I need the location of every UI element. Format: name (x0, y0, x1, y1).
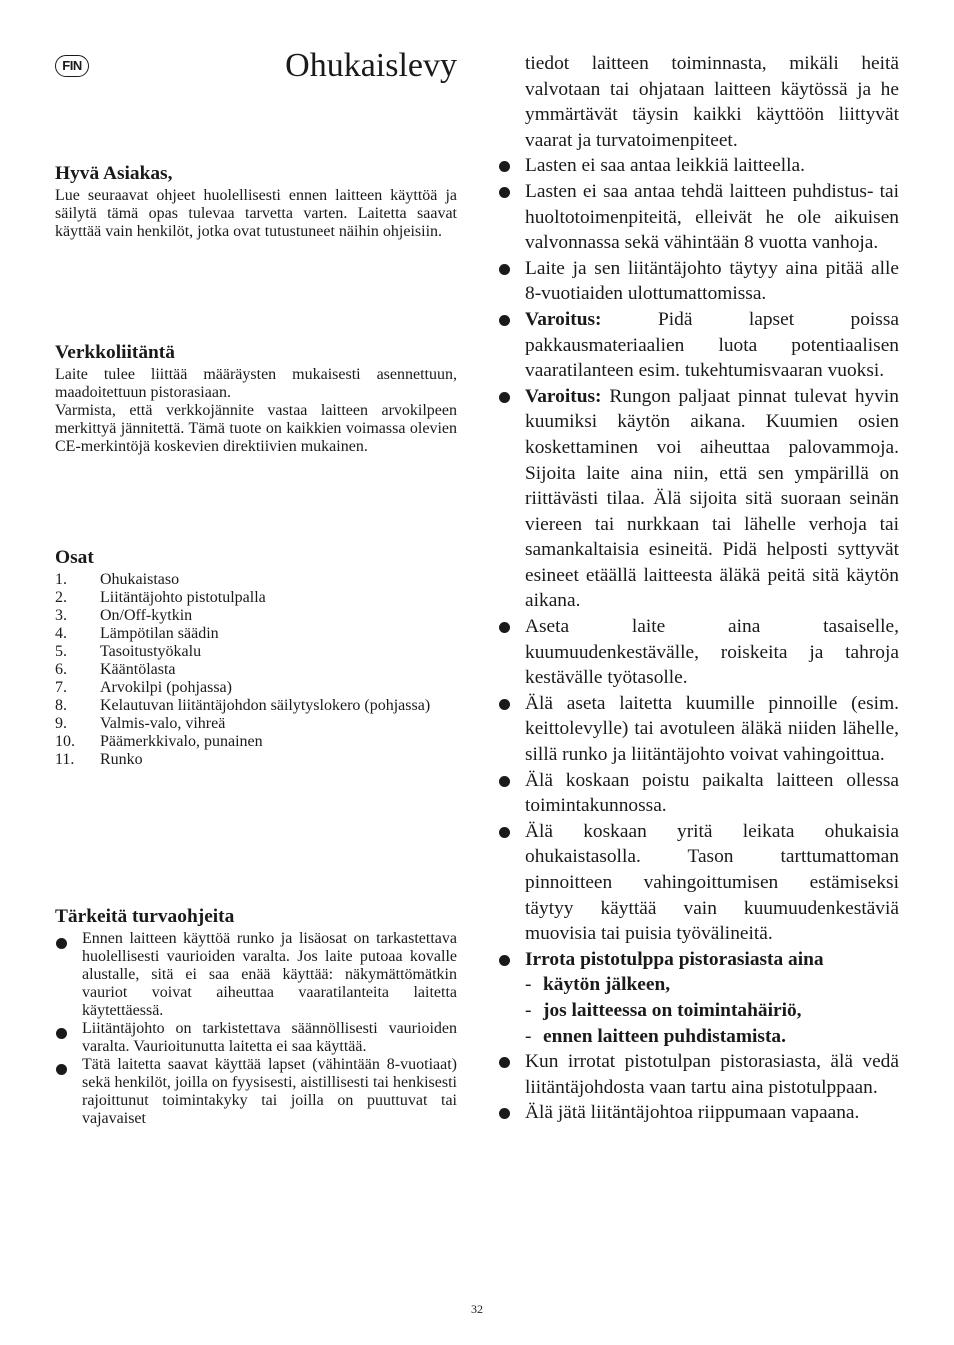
parts-item (55, 625, 457, 643)
parts-item-label: Ohukaistaso (100, 570, 180, 588)
parts-item-label: Arvokilpi (pohjassa) (100, 678, 232, 696)
bullet-icon (499, 187, 510, 198)
safety-item-text: Laite ja sen liitäntäjohto täytyy aina pitää alle 8-vuotiaiden ulottumattomissa. (525, 257, 899, 305)
parts-item (55, 733, 457, 751)
parts-item-number: 11. (55, 750, 75, 768)
parts-item-number: 2. (55, 588, 67, 606)
safety-item (498, 819, 899, 947)
bullet-icon (56, 1064, 67, 1075)
safety-item (498, 153, 899, 179)
bullet-icon (499, 622, 510, 633)
parts-item-number: 1. (55, 570, 67, 588)
parts-item-number: 4. (55, 624, 67, 642)
bullet-icon (56, 938, 67, 949)
safety-item-warning (498, 384, 899, 614)
safety-item (55, 1020, 457, 1056)
safety-item-text: Lasten ei saa antaa tehdä laitteen puhdistus- tai huoltotoimenpiteitä, elleivät he ole aikuisen valvonnassa sekä vähintään 8 vuotta vanhoja. (525, 180, 899, 254)
bullet-icon (499, 827, 510, 838)
parts-item-number: 9. (55, 714, 67, 732)
unplug-subitem-text: käytön jälkeen, (543, 974, 671, 996)
parts-item (55, 751, 457, 769)
parts-heading: Osat (55, 547, 94, 568)
safety-item-continuation: tiedot laitteen toiminnasta, mikäli heitä valvotaan tai ohjataan laitteen käytössä ja he ymmärtävät täysin kaikki käyttöön liittyvät vaarat ja turvatoimenpiteet. (525, 53, 899, 151)
parts-item-number: 5. (55, 642, 67, 660)
unplug-subitem (525, 998, 899, 1024)
greeting-section (55, 161, 457, 241)
safety-item (498, 614, 899, 691)
safety-item-text: Liitäntäjohto on tarkistettava säännöllisesti vaurioiden varalta. Vaurioitunutta laitetta ei saa käyttää. (82, 1019, 457, 1055)
bullet-icon (499, 776, 510, 787)
bullet-icon (499, 392, 510, 403)
safety-item-text: Älä aseta laitetta kuumille pinnoille (esim. keittolevylle) tai avotuleen äläkä niiden lähelle, sillä runko ja liitäntäjohto voivat vahingoittua. (525, 692, 899, 766)
unplug-subitem (525, 1024, 899, 1050)
network-paragraph-2: Varmista, että verkkojännite vastaa laitteen arvokilpeen merkittyä jännitettä. Tämä tuote on kaikkien voimassa olevien CE-merkintöjä koskevien direktiivien mukainen. (55, 401, 457, 455)
parts-item (55, 715, 457, 733)
bullet-icon (499, 699, 510, 710)
warning-label: Varoitus: (525, 385, 602, 407)
safety-item-text: Aseta laite aina tasaiselle, kuumuudenkestävälle, roiskeita ja tahroja kestävälle työtasolle. (525, 616, 899, 689)
safety-item-text: Älä koskaan yritä leikata ohukaisia ohukaistasolla. Tason tarttumattoman pinnoitteen vahingoittumisen estämiseksi täytyy käyttää vain kuumuudenkestäviä muovisia tai puisia työvälineitä. (525, 820, 899, 945)
network-heading: Verkkoliitäntä (55, 342, 175, 363)
parts-item-label: Runko (100, 750, 143, 768)
bullet-icon (499, 1108, 510, 1119)
page-title: Ohukaislevy (285, 47, 457, 84)
parts-item-label: Tasoitustyökalu (100, 642, 202, 660)
safety-item (55, 1056, 457, 1128)
parts-item (55, 697, 457, 715)
safety-item (498, 768, 899, 819)
unplug-subitem-text: jos laitteessa on toimintahäiriö, (543, 999, 802, 1021)
bullet-icon (499, 955, 510, 966)
safety-item-text: Kun irrotat pistotulpan pistorasiasta, älä vedä liitäntäjohdosta vaan tartu aina pistotulppaan. (525, 1051, 899, 1098)
parts-item-label: Kelautuvan liitäntäjohdon säilytyslokero (pohjassa) (100, 696, 431, 714)
parts-item-number: 10. (55, 732, 75, 750)
network-section (55, 340, 457, 456)
parts-section (55, 545, 457, 769)
greeting-heading: Hyvä Asiakas, (55, 163, 173, 184)
dash-icon: - (525, 999, 532, 1021)
parts-item-number: 8. (55, 696, 67, 714)
parts-item-number: 3. (55, 606, 67, 624)
parts-item-number: 7. (55, 678, 67, 696)
parts-item-label: Liitäntäjohto pistotulpalla (100, 588, 266, 606)
bullet-icon (499, 315, 510, 326)
safety-item-text: Lasten ei saa antaa leikkiä laitteella. (525, 155, 805, 177)
parts-item-label: Lämpötilan säädin (100, 624, 219, 642)
dash-icon: - (525, 1025, 532, 1047)
safety-item-text: Älä koskaan poistu paikalta laitteen ollessa toimintakunnossa. (525, 769, 899, 817)
safety-item (498, 691, 899, 768)
language-badge: FIN (55, 55, 89, 77)
safety-item-text: Älä jätä liitäntäjohtoa riippumaan vapaana. (525, 1102, 860, 1124)
bullet-icon (499, 1057, 510, 1068)
parts-item (55, 679, 457, 697)
unplug-heading: Irrota pistotulppa pistorasiasta aina (525, 948, 824, 970)
network-paragraph-1: Laite tulee liittää määräysten mukaisesti asennettuun, maadoitettuun pistorasiaan. (55, 365, 457, 401)
safety-item (498, 256, 899, 307)
dash-icon: - (525, 974, 532, 996)
safety-item-warning (498, 307, 899, 384)
warning-label: Varoitus: (525, 308, 602, 330)
parts-item-label: Valmis-valo, vihreä (100, 714, 226, 732)
unplug-subitem-text: ennen laitteen puhdistamista. (543, 1025, 786, 1047)
safety-item-text: Ennen laitteen käyttöä runko ja lisäosat on tarkastettava huolellisesti vaurioiden varalta. Jos laite putoaa kovalle alustalle, sitä ei saa enää käyttää: näkymättömätkin vauriot voivat aiheuttaa vaaratilanteita laitetta käytettäessä. (82, 929, 457, 1019)
unplug-sublist (525, 972, 899, 1049)
unplug-subitem (525, 972, 899, 998)
parts-item (55, 571, 457, 589)
safety-list-left (55, 930, 457, 1128)
safety-item-text: Tätä laitetta saavat käyttää lapset (vähintään 8-vuotiaat) sekä henkilöt, joilla on fyysisesti, aistillisesti tai henkisesti rajoittunut toimintakyky tai joilla on puuttuvat tai vajavaiset (82, 1055, 457, 1127)
safety-item (55, 930, 457, 1020)
page-number: 32 (471, 1302, 483, 1316)
safety-heading: Tärkeitä turvaohjeita (55, 906, 235, 927)
safety-items-right (498, 153, 899, 1126)
safety-list-right (498, 51, 899, 1126)
parts-list (55, 571, 457, 769)
safety-section (55, 904, 457, 1128)
parts-item (55, 589, 457, 607)
safety-item (498, 1100, 899, 1126)
parts-item (55, 661, 457, 679)
bullet-icon (56, 1028, 67, 1039)
safety-item (498, 179, 899, 256)
safety-item-text: Pidä lapset poissa pakkausmateriaalien luota potentiaalisen vaaratilanteen esim. tukehtumisvaaran vuoksi. (525, 308, 899, 382)
parts-item (55, 607, 457, 625)
safety-item (498, 1049, 899, 1100)
parts-item-label: On/Off-kytkin (100, 606, 193, 624)
parts-item-label: Päämerkkivalo, punainen (100, 732, 263, 750)
parts-item (55, 643, 457, 661)
bullet-icon (499, 264, 510, 275)
safety-item-unplug (498, 947, 899, 1049)
bullet-icon (499, 161, 510, 172)
parts-item-number: 6. (55, 660, 67, 678)
greeting-text: Lue seuraavat ohjeet huolellisesti ennen laitteen käyttöä ja säilytä tämä opas tulevaa tarvetta varten. Laitetta saavat käyttää vain henkilöt, jotka ovat tutustuneet näihin ohjeisiin. (55, 186, 457, 240)
parts-item-label: Kääntölasta (100, 660, 176, 678)
safety-item-text: Rungon paljaat pinnat tulevat hyvin kuumiksi käytön aikana. Kuumien osien koskettaminen voi aiheuttaa palovammoja. Sijoita laite aina niin, että sen ympärillä on riittävästi tilaa. Älä sijoita sitä suoraan seinän viereen tai nurkkaan tai lähelle verhoja tai samankaltaisia esineitä. Pidä helposti syttyvät esineet etäällä laitteesta äläkä peitä sitä käytön aikana. (525, 385, 899, 612)
